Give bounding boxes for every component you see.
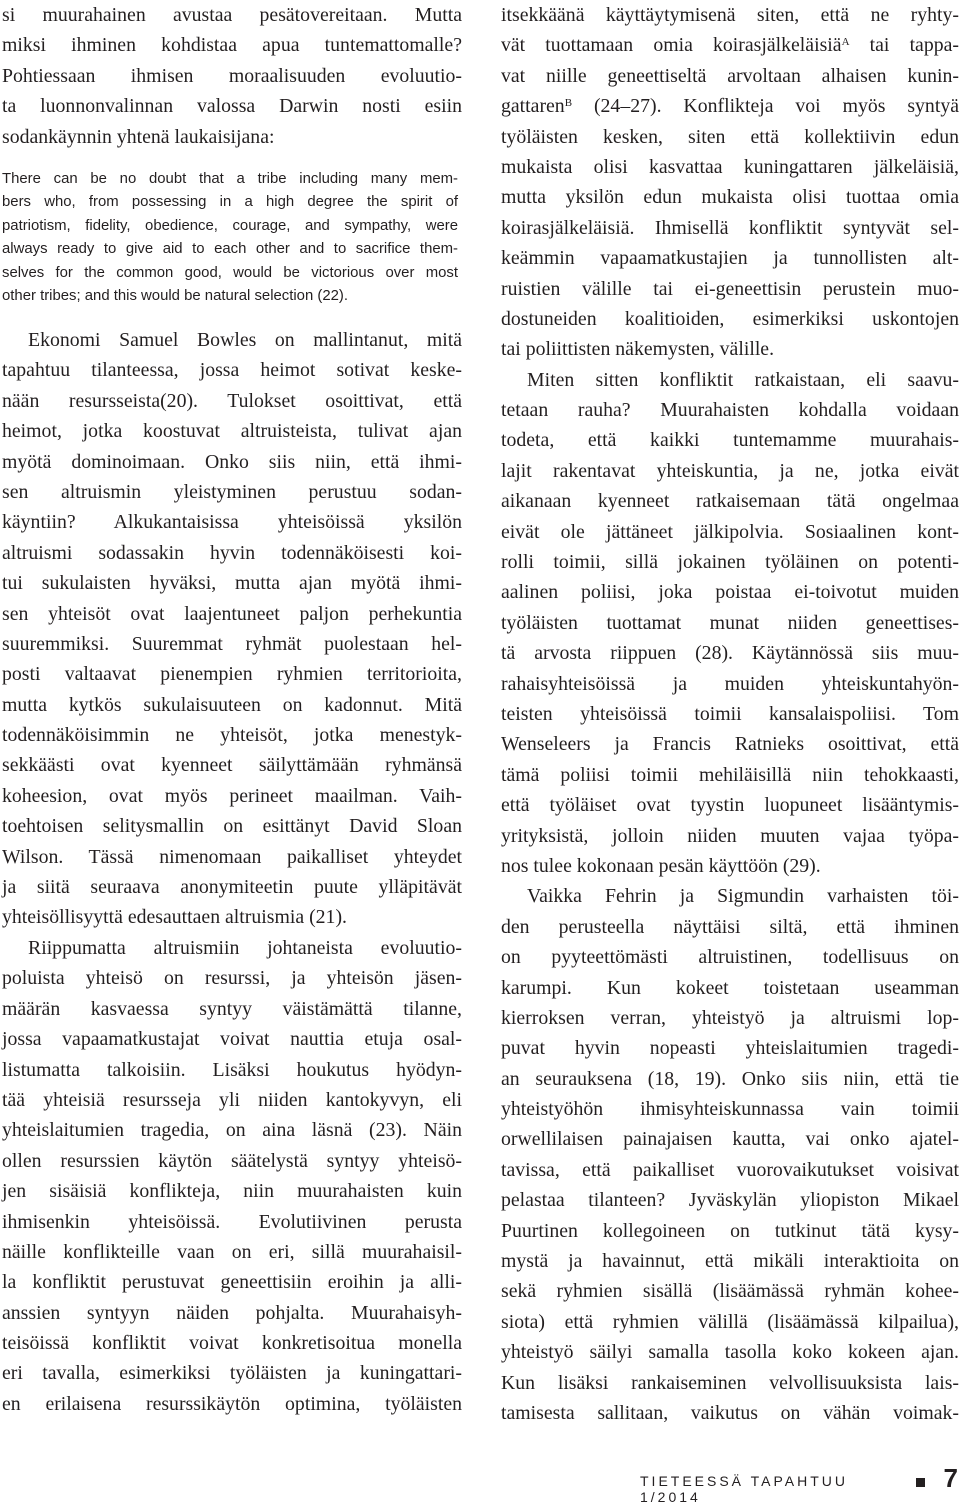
text-line: ruistien välille tai ei-geneettisin perustein muo-	[501, 277, 959, 300]
text-line: Wenseleers ja Francis Ratnieks osoittivat, että	[501, 733, 959, 756]
text-line: koirasjälkeläisiä. Ihmisellä konfliktit syntyvät sel-	[501, 216, 959, 239]
text-line: että työläiset ovat tyystin luopuneet lisääntymis-	[501, 794, 959, 817]
text-line: siota) että ryhmien välillä (lisäämässä kilpailua),	[501, 1310, 959, 1333]
text-segment: (24–27). Konflikteja voi myös syntyä	[572, 95, 959, 118]
footnote-marker-b: B	[564, 97, 573, 110]
text-segment: gattaren	[501, 95, 565, 118]
text-line: kierroksen verran, yhteistyö ja altruismi lop-	[501, 1006, 959, 1029]
text-line: jen sisäisiä konflikteja, niin muurahaisten kuin	[2, 1180, 462, 1203]
text-line: dostuneiden koalitioiden, esimerkiksi uskontojen	[501, 307, 959, 330]
text-line: lajit rakentavat yhteiskuntia, ja ne, jotka eivät	[501, 459, 959, 482]
text-line: patriotism, fidelity, obedience, courage, and sympathy, were	[2, 217, 458, 234]
intro-paragraph	[2, 0, 462, 152]
text-line: mystä ja havainnut, että mikäli interaktioita on	[501, 1250, 959, 1273]
text-line: työläisten tuottamat munat niiden geneettises-	[501, 611, 959, 634]
text-line: la konfliktit perustuvat geneettisiin eroihin ja alli-	[2, 1271, 462, 1294]
text-line: There can be no doubt that a tribe including many mem-	[2, 171, 458, 187]
text-line: tä arvosta riippuen (28). Käytännössä siis muu-	[501, 642, 959, 665]
left-column	[2, 0, 462, 152]
text-line: sodankäynnin yhtenä laukaisijana:	[2, 125, 275, 148]
square-bullet-icon	[916, 1478, 925, 1487]
text-line: Vaikka Fehrin ja Sigmundin varhaisten töi-	[527, 885, 959, 908]
text-line	[501, 30, 959, 60]
text-segment: vät tuottamaan omia koirasjälkeläisiä	[501, 34, 842, 57]
text-line: tai poliittisten näkemysten, välille.	[501, 338, 775, 361]
text-line: altruismi sodassakin hyvin todennäköisesti koi-	[2, 541, 462, 564]
text-line: tapahtuu tilanteessa, jossa heimot sotivat keske-	[2, 359, 462, 382]
footnote-marker-a: A	[841, 36, 850, 49]
page-number: 7	[943, 1463, 958, 1493]
publication-title: TIETEESSÄ TAPAHTUU 1/2014	[640, 1473, 849, 1505]
text-line: yhteistyöhön ihmisyhteiskunnassa vain toimii	[501, 1098, 959, 1121]
text-line: ta luonnonvalinnan valossa Darwin nosti esiin	[2, 95, 462, 118]
text-line: poluista yhteisö on resurssi, ja yhteisön jäsen-	[2, 967, 462, 990]
text-segment: tai tappa-	[849, 34, 959, 57]
left-body-paragraph-2	[2, 933, 462, 1419]
text-line: aalinen poliisi, joka poistaa ei-toivotut muiden	[501, 581, 959, 604]
text-line: Miten sitten konfliktit ratkaistaan, eli saavu-	[527, 368, 959, 391]
text-line: sen yhteisöt ovat laajentuneet paljon perhekuntia	[2, 602, 462, 625]
text-line: tavissa, että paikalliset vuorovaikutukset voisivat	[501, 1158, 959, 1181]
text-line: heimot, jotka koostuvat altruisteista, tulivat ajan	[2, 420, 462, 443]
text-line: todeta, että kaikki tuntemamme muurahais-	[501, 429, 959, 452]
text-line: en erilaisena resurssikäytön optimina, työläisten	[2, 1392, 462, 1415]
text-line: jossa vapaamatkustajat voivat nauttia etuja osal-	[2, 1028, 462, 1051]
text-line: pelastaa tilanteen? Jyväskylän yliopiston Mikael	[501, 1189, 959, 1212]
text-line: käyntiin? Alkukantaisissa yhteisöissä yksilön	[2, 511, 462, 534]
text-line: yhteisöllisyyttä edesauttaen altruismia (21).	[2, 906, 347, 929]
text-line: on pyyteettömästi altruistinen, todellisuus on	[501, 946, 959, 969]
text-line: eivät ole jättäneet jälkipolvia. Sosiaalinen kont-	[501, 520, 959, 543]
text-line: listumatta talkoisiin. Lisäksi houkutus hyödyn-	[2, 1058, 462, 1081]
text-line: karumpi. Kun kokeet toistetaan useamman	[501, 976, 959, 999]
text-line: koheesion, ovat myös perineet maailman. Vaih-	[2, 784, 462, 807]
text-line: sekä ryhmien sisällä (lisäämässä ryhmän kohee-	[501, 1280, 959, 1303]
text-line: tetaan rauha? Muurahaisten kohdalla voidaan	[501, 399, 959, 422]
text-line: vat niille geneettiseltä arvoltaan alhaisen kunin-	[501, 64, 959, 87]
text-line: puvat hyvin nopeasti yhteislaitumien tragedi-	[501, 1037, 959, 1060]
text-line: Ekonomi Samuel Bowles on mallintanut, mitä	[28, 329, 462, 351]
text-line: orwellilaisen painajaisen kautta, vai onko ajatel-	[501, 1128, 959, 1151]
text-line: todennäköisimmin ne yhteisöt, jotka menestyk-	[2, 724, 462, 747]
text-line: rahaisyhteisöissä ja muiden yhteiskuntahyön-	[501, 672, 959, 695]
text-line: Kun lisäksi rankaiseminen velvollisuuksista lais-	[501, 1371, 959, 1394]
right-column	[501, 0, 959, 1428]
darwin-quote	[2, 168, 458, 308]
text-line: mutta kytkös sukulaisuuteen on kadonnut. Mitä	[2, 693, 462, 716]
text-line: den perusteella näyttäisi siltä, että ihminen	[501, 915, 959, 938]
right-paragraph-1-rest	[501, 122, 959, 365]
text-line: ihmisenkin yhteisöissä. Evolutiivinen perusta	[2, 1210, 462, 1233]
text-line: Riippumatta altruismiin johtaneista evoluutio-	[28, 937, 462, 959]
text-line: ja siitä seuraava anonymiteetin puute ylläpitävät	[2, 876, 462, 899]
text-line: other tribes; and this would be natural selection (22).	[2, 287, 348, 304]
text-line: sen altruismin yleistyminen perustuu sodan-	[2, 480, 462, 503]
text-line: yhteistyö säilyi samalla tasolla koko kokeen ajan.	[501, 1341, 959, 1364]
text-line: anssien syntyyn näiden pohjalta. Muurahaisyh-	[2, 1301, 462, 1324]
text-line: aikanaan kyenneet ratkaisemaan tätä ongelmaa	[501, 490, 959, 513]
text-line: sekkäästi ovat kyenneet säilyttämään ryhmänsä	[2, 754, 462, 777]
right-paragraph-2	[501, 365, 959, 882]
text-line: toehtoisen selitysmallin on esittänyt David Sloan	[2, 815, 462, 838]
text-line: nos tulee kokonaan pesän käyttöön (29).	[501, 854, 821, 877]
text-line: si muurahainen avustaa pesätovereitaan. Mutta	[2, 4, 462, 26]
text-line: bers who, from possessing in a high degree the spirit of	[2, 194, 458, 211]
text-line: Pohtiessaan ihmisen moraalisuuden evoluutio-	[2, 64, 462, 87]
text-line: keämmin vapaamatkustajien ja tunnollisten alt-	[501, 247, 959, 270]
text-line: teisöissä konfliktit voivat konkretisoitua monella	[2, 1332, 462, 1355]
text-line: tämä poliisi toimii mehiläisillä niin tehokkaasti,	[501, 763, 959, 786]
text-line: näille konflikteille vaan on eri, sillä muurahaisil-	[2, 1240, 462, 1263]
text-line: Wilson. Tässä nimenomaan paikalliset yhteydet	[2, 845, 462, 868]
text-line: määrän kasvaessa syntyy väistämättä tilanne,	[2, 997, 462, 1020]
text-line: Puurtinen kollegoineen on tutkinut tätä kysy-	[501, 1219, 959, 1242]
left-body-paragraph-1	[2, 325, 462, 933]
text-line: nään resursseista(20). Tulokset osoittivat, että	[2, 389, 462, 412]
text-line: rolli toimii, sillä jokainen työläinen on potenti-	[501, 551, 959, 574]
text-line: tää yhteisiä resursseja yli niiden kantokyvyn, eli	[2, 1088, 462, 1111]
text-line: mukaista olisi kasvattaa kuningattaren jälkeläisiä,	[501, 155, 959, 178]
text-line: suuremmiksi. Suuremmat ryhmät puolestaan hel-	[2, 632, 462, 655]
text-line: an seurauksena (18, 19). Onko siis niin, että tie	[501, 1067, 959, 1090]
text-line: eri tavalla, esimerkiksi työläisten ja kuningattari-	[2, 1362, 462, 1385]
text-line: always ready to give aid to each other and to sacrifice them-	[2, 241, 458, 258]
text-line: yhteislaitumien tragedia, on aina läsnä (23). Näin	[2, 1119, 462, 1142]
text-line: työläisten kesken, siten että kollektiivin edun	[501, 125, 959, 148]
right-paragraph-3	[501, 881, 959, 1428]
text-line: tui sukulaisten hyväksi, mutta ajan myötä ihmi-	[2, 572, 462, 595]
text-line: itsekkäänä käyttäytymisenä siten, että ne ryhty-	[501, 4, 959, 26]
text-line: ollen resurssien käytön säätelystä syntyy yhteisö-	[2, 1149, 462, 1172]
page-footer	[640, 1463, 960, 1505]
text-line	[501, 91, 959, 121]
text-line: mutta yksilön edun mukaista olisi tuottaa omia	[501, 186, 959, 209]
text-line: posti valtaavat pienempien ryhmien territorioita,	[2, 663, 462, 686]
text-line: selves for the common good, would be victorious over most	[2, 264, 458, 281]
text-line: teisten yhteisöissä toimii kansalaispoliisi. Tom	[501, 702, 959, 725]
text-line: myötä dominoimaan. Onko siis niin, että ihmi-	[2, 450, 462, 473]
text-line: miksi ihminen kohdistaa apua tuntemattomalle?	[2, 34, 462, 57]
text-line: tamisesta sallitaan, vaikutus on vähän voimak-	[501, 1401, 959, 1424]
text-line: yrityksistä, jolloin niiden muuten vajaa työpa-	[501, 824, 959, 847]
